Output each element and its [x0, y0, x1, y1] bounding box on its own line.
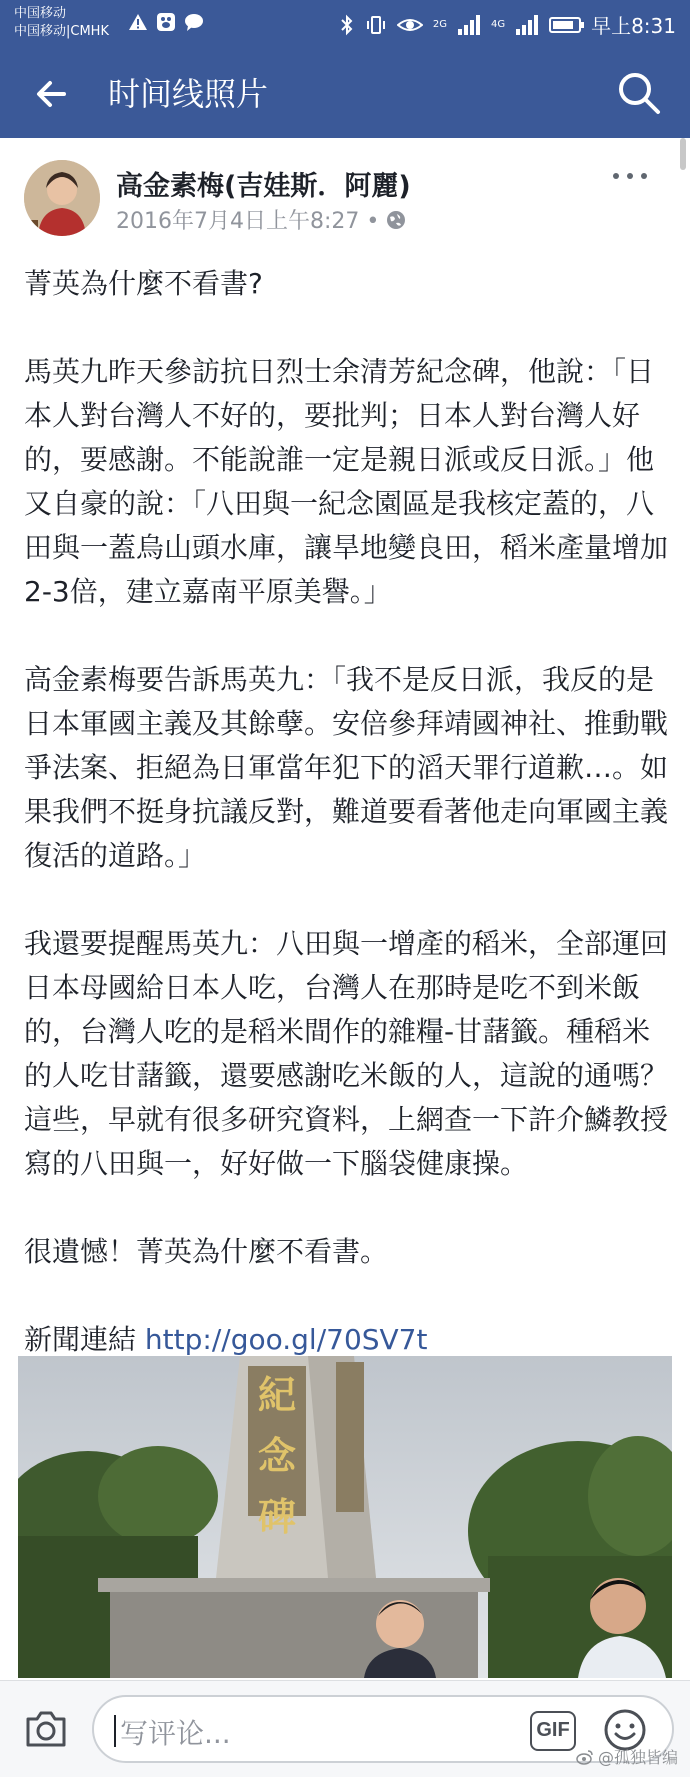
news-link[interactable]: http://goo.gl/70SV7t — [144, 1323, 428, 1356]
post-paragraph: 很遺憾！菁英為什麼不看書。 — [24, 1235, 389, 1268]
more-options-icon[interactable] — [610, 166, 650, 186]
post-paragraph: 馬英九昨天參訪抗日烈士余清芳紀念碑，他說：「日本人對台灣人不好的，要批判；日本人對台灣人好的，要感謝。不能說誰一定是親日派或反日派。」他又自豪的說：「八田與一紀念園區是我核定蓋的，八田與一蓋烏山頭水庫，讓旱地變良田，稻米產量增加2-3倍，建立嘉南平原美譽。」 — [24, 355, 669, 608]
back-arrow-icon[interactable] — [30, 72, 74, 116]
comment-placeholder: 写评论... — [120, 1717, 231, 1750]
avatar[interactable] — [24, 160, 100, 236]
post-paragraph: 我還要提醒馬英九：八田與一增產的稻米，全部運回日本母國給日本人吃，台灣人在那時是吃不到米飯的，台灣人吃的是稻米間作的雜糧-甘藷籤。種稻米的人吃甘藷籤，還要感謝吃米飯的人，這說的通嗎？這些，早就有很多研究資料，上網查一下許介鱗教授寫的八田與一，好好做一下腦袋健康操。 — [24, 927, 669, 1180]
chat-bubble-icon — [184, 12, 204, 32]
network-label-4g: 4G — [490, 19, 506, 30]
vibrate-icon — [365, 14, 387, 36]
search-icon[interactable] — [614, 68, 664, 118]
eye-icon — [397, 15, 423, 35]
globe-icon — [385, 209, 407, 231]
news-link-label: 新聞連結 — [24, 1323, 137, 1356]
scrollbar[interactable] — [680, 138, 686, 170]
status-bar — [0, 0, 690, 48]
notification-icons — [128, 12, 204, 32]
gif-button[interactable]: GIF — [530, 1711, 576, 1751]
weibo-icon — [576, 1749, 594, 1765]
app-bar — [0, 48, 690, 138]
post-meta — [116, 204, 407, 235]
page-title: 时间线照片 — [108, 75, 269, 113]
carrier-info — [14, 5, 109, 41]
clock: 早上8:31 — [591, 14, 676, 38]
watermark-text: @孤独皆编 — [597, 1748, 678, 1767]
camera-icon[interactable] — [24, 1707, 68, 1751]
comment-bar — [0, 1680, 690, 1777]
monument-char: 碑 — [257, 1494, 296, 1539]
signal-icon-2 — [515, 15, 539, 35]
carrier-line-1: 中国移动 — [14, 6, 67, 21]
post-content — [24, 262, 674, 1362]
bluetooth-icon — [339, 14, 355, 36]
author-name[interactable]: 高金素梅(吉娃斯．阿麗) — [116, 171, 411, 202]
post-photo[interactable] — [18, 1356, 672, 1678]
post-paragraph: 菁英為什麼不看書? — [24, 267, 263, 300]
signal-icon — [457, 15, 481, 35]
paw-icon — [156, 12, 176, 32]
battery-icon — [549, 17, 581, 33]
watermark — [576, 1745, 678, 1768]
avatar-image — [24, 160, 100, 236]
carrier-line-2: 中国移动|CMHK — [14, 24, 109, 39]
system-status — [339, 10, 676, 39]
people-in-photo — [18, 1356, 672, 1678]
post-paragraph: 高金素梅要告訴馬英九：「我不是反日派，我反的是日本軍國主義及其餘孽。安倍參拜靖國神社、推動戰爭法案、拒絕為日軍當年犯下的滔天罪行道歉…。如果我們不挺身抗議反對，難道要看著他走向軍國主義復活的道路。」 — [24, 663, 669, 872]
monument-char: 念 — [257, 1433, 296, 1478]
post-timestamp[interactable]: 2016年7月4日上午8:27 • — [116, 209, 380, 234]
network-label-2g: 2G — [432, 19, 447, 30]
warning-icon — [128, 12, 148, 32]
timeline-post — [0, 138, 690, 1678]
monument-char: 紀 — [257, 1372, 296, 1417]
text-cursor — [114, 1715, 116, 1747]
